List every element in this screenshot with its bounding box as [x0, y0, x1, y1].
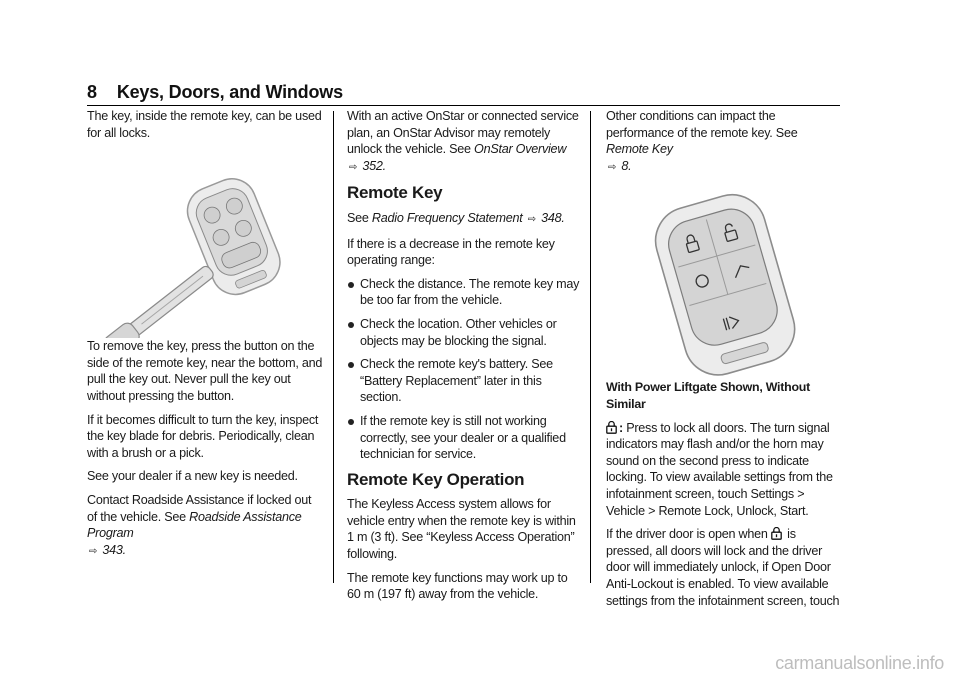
roadside-text: Contact Roadside Assistance if locked out of the vehicle. See: [87, 492, 312, 524]
paragraph-see-rf: [347, 210, 583, 229]
page-header: [87, 82, 343, 103]
conditions-text: Other conditions can impact the performance of the remote key. See: [606, 109, 798, 140]
paragraph-range: The remote key functions may work up to 60 m (197 ft) away from the vehicle.: [347, 570, 568, 602]
onstar-page-ref[interactable]: 352.: [362, 158, 386, 173]
paragraph-lock-button: [606, 420, 842, 520]
onstar-overview-link[interactable]: OnStar Overview: [474, 142, 567, 157]
paragraph-key-locks: The key, inside the remote key, can be used for all locks.: [87, 109, 322, 140]
paragraph-other-conditions: [606, 108, 842, 176]
paragraph-remove-key: To remove the key, press the button on the side of the remote key, near the bottom, and pull the key out. Never pull the key out without pressing the button.: [87, 339, 323, 403]
list-item: Check the distance. The remote key may be too far from the vehicle.: [347, 276, 583, 309]
remote-key-link[interactable]: Remote Key: [606, 142, 673, 157]
onstar-text: With an active OnStar or connected service plan, an OnStar Advisor may remotely unlock the vehicle. See: [347, 109, 579, 157]
paragraph-onstar: [347, 108, 583, 176]
page-ref-icon: ⇨: [608, 161, 617, 173]
heading-remote-key-operation: Remote Key Operation: [347, 469, 525, 489]
page-number: 8: [87, 82, 97, 102]
lock-text: Press to lock all doors. The turn signal indicators may flash and/or the horn may sound on the second press to indicate locking. To view available settings from the infotainment screen, touch Settings > Vehicle > Remote Lock, Unlock, Start.: [606, 420, 833, 518]
lock-icon: [606, 421, 617, 434]
roadside-page-ref[interactable]: 343.: [102, 542, 126, 557]
page-ref-icon: ⇨: [349, 161, 358, 173]
page-ref-icon: ⇨: [89, 545, 98, 557]
page-ref-icon: ⇨: [527, 213, 536, 225]
driver-door-pre: If the driver door is open when: [606, 527, 768, 542]
paragraph-new-key: See your dealer if a new key is needed.: [87, 469, 298, 484]
key-fob-with-blade-illustration: [87, 148, 323, 338]
paragraph-difficult-turn: If it becomes difficult to turn the key, inspect the key blade for debris. Periodically, clean with a brush or a pick.: [87, 412, 319, 460]
paragraph-range-decrease: If there is a decrease in the remote key operating range:: [347, 236, 555, 268]
radio-frequency-link[interactable]: Radio Frequency Statement: [371, 210, 523, 225]
lock-colon: :: [619, 420, 623, 435]
header-rule: [87, 105, 840, 106]
section-title: Keys, Doors, and Windows: [116, 82, 343, 102]
figure-caption: With Power Liftgate Shown, Without Similar: [606, 380, 810, 411]
column-2: [347, 108, 583, 610]
watermark: carmanualsonline.info: [775, 653, 944, 673]
see-label: See: [347, 210, 369, 225]
range-checklist: [347, 276, 583, 463]
column-divider-2: [590, 111, 591, 583]
column-1: [87, 108, 323, 567]
paragraph-driver-door: [606, 526, 842, 609]
paragraph-roadside: [87, 492, 323, 560]
list-item: If the remote key is still not working correctly, see your dealer or a qualified technician for service.: [347, 413, 583, 463]
rf-page-ref[interactable]: 348.: [541, 210, 565, 225]
paragraph-keyless-access: The Keyless Access system allows for vehicle entry when the remote key is within 1 m (3 ft). See “Keyless Access Operation” following.: [347, 497, 576, 562]
list-item: Check the remote key's battery. See “Battery Replacement” later in this section.: [347, 356, 583, 406]
driver-door-post: is pressed, all doors will lock and the driver door will immediately unlock, if Open Door Anti-Lockout is enabled. To view available settings from the infotainment screen, touch: [606, 527, 840, 608]
remote-key-fob-illustration: [606, 183, 842, 379]
column-divider-1: [333, 111, 334, 583]
heading-remote-key: Remote Key: [347, 183, 443, 203]
roadside-assistance-link[interactable]: Roadside Assistance Program: [87, 509, 302, 541]
lock-icon: [771, 527, 782, 540]
remote-key-page-ref[interactable]: 8.: [621, 158, 632, 173]
list-item: Check the location. Other vehicles or objects may be blocking the signal.: [347, 316, 583, 349]
column-3: [606, 108, 842, 616]
